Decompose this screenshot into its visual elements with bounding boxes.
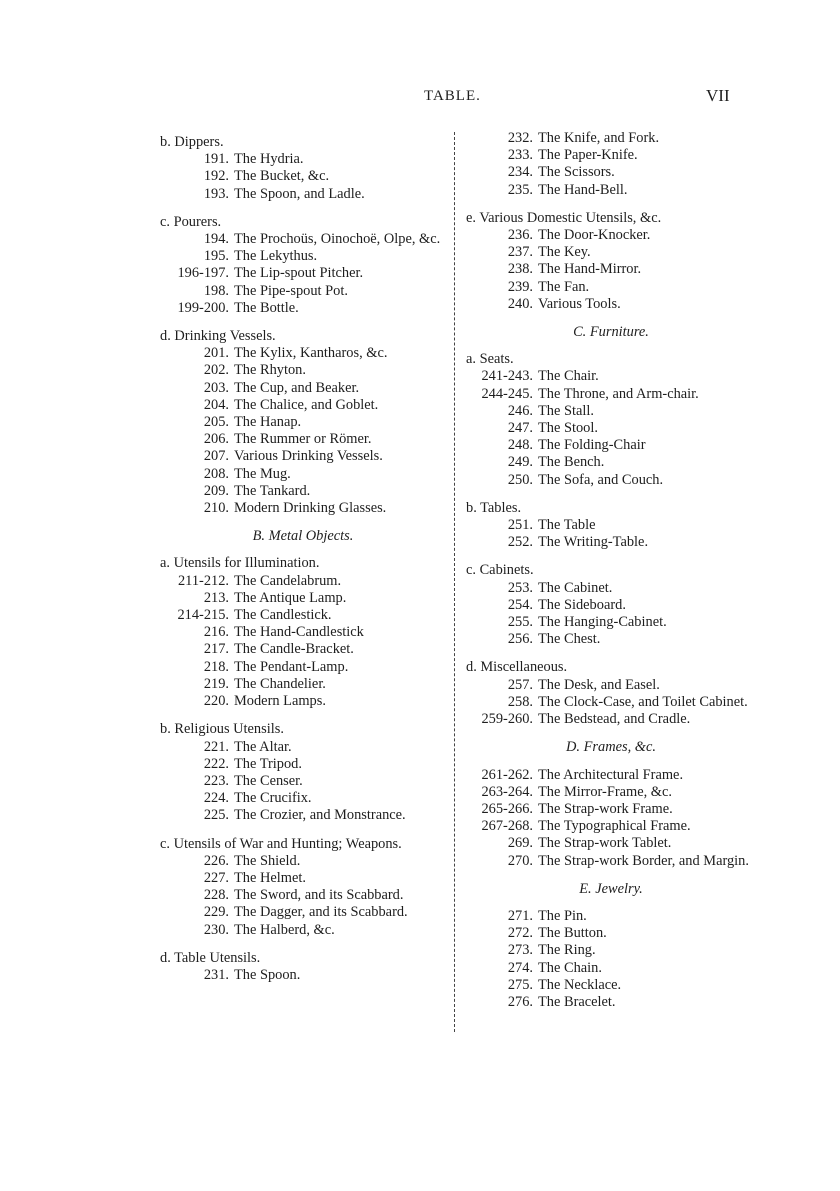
entry-number: 240.	[507, 295, 533, 312]
entry-text: The Dagger, and its Scabbard.	[234, 904, 408, 921]
section-title: e. Various Domestic Utensils, &c.	[466, 209, 662, 226]
entry-number: 261-262.	[481, 766, 533, 783]
toc-entry	[160, 300, 446, 317]
entry-number: 191.	[203, 151, 229, 168]
entry-text: The Clock-Case, and Toilet Cabinet.	[538, 693, 748, 710]
toc-entry	[160, 231, 446, 248]
entry-number: 195.	[203, 248, 229, 265]
entry-number: 228.	[203, 887, 229, 904]
entry-text: The Crozier, and Monstrance.	[234, 807, 406, 824]
toc-entry	[466, 977, 756, 994]
entry-number: 231.	[203, 966, 229, 983]
entry-number: 272.	[507, 925, 533, 942]
entry-number: 196-197.	[177, 265, 229, 282]
toc-entry	[160, 739, 446, 756]
entry-number: 198.	[203, 282, 229, 299]
entry-text: The Table	[538, 517, 596, 534]
entry-text: The Pin.	[538, 907, 587, 924]
section-title: a. Seats.	[466, 351, 514, 368]
entry-number: 249.	[507, 454, 533, 471]
entry-number: 213.	[203, 589, 229, 606]
toc-section	[466, 908, 756, 1011]
entry-text: The Lip-spout Pitcher.	[234, 265, 364, 282]
entry-text: The Architectural Frame.	[538, 766, 684, 783]
toc-entry	[466, 517, 756, 534]
entry-text: The Sofa, and Couch.	[538, 471, 664, 488]
toc-section	[160, 950, 446, 984]
entry-text: The Lekythus.	[234, 248, 318, 265]
toc-entry	[466, 597, 756, 614]
section-title: c. Utensils of War and Hunting; Weapons.	[160, 835, 402, 852]
entry-number: 276.	[507, 993, 533, 1010]
toc-entry	[466, 942, 756, 959]
toc-section	[466, 767, 756, 870]
section-title: c. Pourers.	[160, 213, 222, 230]
toc-entry	[466, 677, 756, 694]
entry-text: The Hydria.	[234, 151, 304, 168]
toc-entry	[466, 437, 756, 454]
toc-entry	[160, 887, 446, 904]
entry-number: 204.	[203, 396, 229, 413]
toc-entry	[466, 472, 756, 489]
toc-entry	[466, 767, 756, 784]
toc-entry	[160, 624, 446, 641]
toc-entry	[160, 641, 446, 658]
entry-number: 267-268.	[481, 818, 533, 835]
section-title: d. Miscellaneous.	[466, 659, 568, 676]
entry-number: 263-264.	[481, 783, 533, 800]
toc-entry	[466, 711, 756, 728]
entry-number: 258.	[507, 693, 533, 710]
entry-text: The Pendant-Lamp.	[234, 658, 349, 675]
entry-text: The Tripod.	[234, 755, 302, 772]
toc-entry	[160, 186, 446, 203]
section-title: b. Religious Utensils.	[160, 721, 284, 738]
toc-entry	[160, 853, 446, 870]
entry-text: Modern Lamps.	[234, 693, 326, 710]
entry-text: The Paper-Knife.	[538, 147, 638, 164]
entry-number: 239.	[507, 278, 533, 295]
entry-number: 225.	[203, 807, 229, 824]
entry-text: The Cup, and Beaker.	[234, 379, 360, 396]
entry-text: The Knife, and Fork.	[538, 130, 660, 146]
entry-text: The Folding-Chair	[538, 437, 646, 454]
entry-text: The Stool.	[538, 420, 598, 437]
entry-number: 237.	[507, 244, 533, 261]
entry-number: 269.	[507, 835, 533, 852]
toc-section	[160, 134, 446, 203]
entry-number: 254.	[507, 596, 533, 613]
entry-number: 210.	[203, 500, 229, 517]
toc-entry	[160, 265, 446, 282]
toc-entry	[466, 182, 756, 199]
entry-text: Modern Drinking Glasses.	[234, 500, 387, 517]
entry-number: 232.	[507, 130, 533, 146]
entry-text: The Hand-Mirror.	[538, 261, 642, 278]
toc-entry	[466, 994, 756, 1011]
section-title: a. Utensils for Illumination.	[160, 555, 320, 572]
toc-section	[466, 210, 756, 313]
toc-entry	[466, 147, 756, 164]
entry-text: The Strap-work Tablet.	[538, 835, 672, 852]
toc-entry	[160, 904, 446, 921]
toc-entry	[160, 676, 446, 693]
entry-number: 222.	[203, 755, 229, 772]
entry-text: The Hanap.	[234, 414, 302, 431]
toc-entry	[466, 631, 756, 648]
entry-number: 259-260.	[481, 711, 533, 728]
entry-number: 235.	[507, 181, 533, 198]
entry-text: The Cabinet.	[538, 579, 613, 596]
section-heading: D. Frames, &c.	[566, 739, 656, 756]
entry-number: 246.	[507, 402, 533, 419]
toc-section	[160, 836, 446, 939]
section-title: d. Drinking Vessels.	[160, 328, 276, 345]
toc-entry	[160, 466, 446, 483]
entry-number: 202.	[203, 362, 229, 379]
entry-number: 253.	[507, 579, 533, 596]
entry-text: The Sword, and its Scabbard.	[234, 887, 404, 904]
toc-entry	[160, 590, 446, 607]
entry-text: The Bench.	[538, 454, 605, 471]
toc-entry	[466, 534, 756, 551]
entry-text: The Chandelier.	[234, 675, 326, 692]
entry-number: 224.	[203, 790, 229, 807]
entry-text: The Altar.	[234, 738, 292, 755]
entry-text: The Helmet.	[234, 869, 306, 886]
toc-entry	[466, 454, 756, 471]
entry-text: The Key.	[538, 244, 591, 261]
toc-entry	[160, 693, 446, 710]
entry-number: 209.	[203, 482, 229, 499]
entry-number: 219.	[203, 675, 229, 692]
entry-number: 208.	[203, 465, 229, 482]
entry-text: The Chair.	[538, 368, 599, 385]
entry-number: 207.	[203, 448, 229, 465]
entry-number: 193.	[203, 185, 229, 202]
entry-text: The Kylix, Kantharos, &c.	[234, 345, 388, 362]
entry-text: The Antique Lamp.	[234, 589, 347, 606]
toc-section	[466, 130, 756, 199]
toc-entry	[160, 345, 446, 362]
entry-text: The Shield.	[234, 852, 301, 869]
toc-entry	[160, 773, 446, 790]
entry-number: 274.	[507, 959, 533, 976]
entry-number: 203.	[203, 379, 229, 396]
entry-text: The Rummer or Römer.	[234, 431, 372, 448]
entry-number: 226.	[203, 852, 229, 869]
entry-number: 236.	[507, 227, 533, 244]
toc-entry	[160, 283, 446, 300]
toc-entry	[160, 607, 446, 624]
toc-entry	[160, 500, 446, 517]
entry-number: 218.	[203, 658, 229, 675]
entry-text: The Hand-Candlestick	[234, 624, 364, 641]
entry-number: 255.	[507, 614, 533, 631]
entry-text: The Stall.	[538, 402, 594, 419]
section-heading: B. Metal Objects.	[252, 528, 354, 545]
entry-text: The Strap-work Frame.	[538, 800, 673, 817]
entry-text: The Door-Knocker.	[538, 227, 651, 244]
entry-number: 244-245.	[481, 385, 533, 402]
entry-text: The Bucket, &c.	[234, 168, 330, 185]
entry-text: The Spoon.	[234, 966, 301, 983]
toc-entry	[160, 168, 446, 185]
entry-text: The Pipe-spout Pot.	[234, 282, 348, 299]
toc-entry	[466, 368, 756, 385]
entry-text: The Strap-work Border, and Margin.	[538, 852, 749, 869]
entry-text: The Throne, and Arm-chair.	[538, 385, 699, 402]
entry-text: The Necklace.	[538, 976, 622, 993]
entry-number: 229.	[203, 904, 229, 921]
section-title: b. Tables.	[466, 499, 522, 516]
entry-text: The Candlestick.	[234, 607, 332, 624]
toc-entry	[466, 130, 756, 147]
entry-text: The Chain.	[538, 959, 602, 976]
toc-entry	[466, 801, 756, 818]
entry-text: The Candle-Bracket.	[234, 641, 354, 658]
toc-section	[466, 659, 756, 728]
toc-entry	[466, 580, 756, 597]
entry-text: Various Drinking Vessels.	[234, 448, 383, 465]
toc-section	[466, 562, 756, 648]
entry-number: 248.	[507, 437, 533, 454]
entry-text: The Ring.	[538, 942, 596, 959]
entry-text: The Writing-Table.	[538, 534, 649, 551]
entry-number: 273.	[507, 942, 533, 959]
entry-text: The Rhyton.	[234, 362, 306, 379]
section-heading: C. Furniture.	[573, 324, 649, 341]
toc-entry	[160, 870, 446, 887]
entry-number: 216.	[203, 624, 229, 641]
toc-entry	[466, 279, 756, 296]
entry-text: The Hanging-Cabinet.	[538, 614, 667, 631]
right-column	[466, 130, 756, 1011]
toc-entry	[160, 362, 446, 379]
toc-entry	[466, 261, 756, 278]
toc-entry	[466, 925, 756, 942]
entry-text: The Candelabrum.	[234, 572, 342, 589]
entry-number: 214-215.	[177, 607, 229, 624]
toc-section	[160, 214, 446, 317]
entry-number: 206.	[203, 431, 229, 448]
toc-entry	[466, 420, 756, 437]
toc-entry	[160, 380, 446, 397]
entry-text: The Mirror-Frame, &c.	[538, 783, 672, 800]
toc-entry	[160, 448, 446, 465]
toc-entry	[160, 967, 446, 984]
toc-entry	[466, 694, 756, 711]
toc-entry	[466, 835, 756, 852]
entry-number: 234.	[507, 164, 533, 181]
toc-entry	[466, 818, 756, 835]
entry-text: The Sideboard.	[538, 596, 626, 613]
toc-entry	[466, 908, 756, 925]
entry-text: The Chalice, and Goblet.	[234, 396, 379, 413]
toc-entry	[466, 164, 756, 181]
toc-entry	[160, 756, 446, 773]
section-heading: E. Jewelry.	[579, 880, 643, 897]
entry-text: The Mug.	[234, 465, 291, 482]
toc-entry	[160, 922, 446, 939]
entry-text: The Censer.	[234, 772, 303, 789]
toc-entry	[160, 807, 446, 824]
toc-entry	[160, 248, 446, 265]
entry-text: The Scissors.	[538, 164, 615, 181]
entry-number: 271.	[507, 907, 533, 924]
entry-number: 192.	[203, 168, 229, 185]
toc-entry	[466, 853, 756, 870]
entry-number: 252.	[507, 534, 533, 551]
toc-entry	[466, 227, 756, 244]
entry-text: The Crucifix.	[234, 790, 312, 807]
toc-section	[160, 721, 446, 824]
toc-entry	[466, 386, 756, 403]
entry-number: 194.	[203, 231, 229, 248]
entry-text: Various Tools.	[538, 295, 621, 312]
entry-number: 247.	[507, 420, 533, 437]
toc-entry	[160, 659, 446, 676]
entry-number: 256.	[507, 631, 533, 648]
section-title: b. Dippers.	[160, 134, 224, 150]
entry-text: The Prochoüs, Oinochoë, Olpe, &c.	[234, 231, 441, 248]
toc-entry	[160, 790, 446, 807]
toc-entry	[466, 784, 756, 801]
section-title: d. Table Utensils.	[160, 949, 261, 966]
entry-text: The Button.	[538, 925, 607, 942]
toc-entry	[466, 296, 756, 313]
section-title: c. Cabinets.	[466, 562, 534, 579]
entry-number: 205.	[203, 414, 229, 431]
entry-number: 211-212.	[177, 572, 229, 589]
entry-text: The Desk, and Easel.	[538, 676, 660, 693]
entry-number: 230.	[203, 921, 229, 938]
toc-entry	[466, 614, 756, 631]
page-title: TABLE.	[424, 88, 481, 104]
entry-number: 251.	[507, 517, 533, 534]
entry-number: 220.	[203, 693, 229, 710]
toc-section	[466, 351, 756, 489]
toc-entry	[160, 483, 446, 500]
toc-entry	[466, 403, 756, 420]
entry-text: The Bracelet.	[538, 993, 616, 1010]
entry-number: 241-243.	[481, 368, 533, 385]
toc-entry	[466, 244, 756, 261]
entry-number: 270.	[507, 852, 533, 869]
entry-number: 275.	[507, 976, 533, 993]
entry-text: The Spoon, and Ladle.	[234, 185, 365, 202]
entry-number: 223.	[203, 772, 229, 789]
toc-section	[160, 328, 446, 517]
entry-text: The Bottle.	[234, 299, 299, 316]
entry-number: 201.	[203, 345, 229, 362]
toc-section	[160, 555, 446, 710]
entry-number: 233.	[507, 147, 533, 164]
toc-entry	[160, 397, 446, 414]
entry-number: 250.	[507, 471, 533, 488]
entry-text: The Hand-Bell.	[538, 181, 628, 198]
entry-number: 265-266.	[481, 800, 533, 817]
column-divider	[454, 132, 455, 1032]
toc-entry	[466, 960, 756, 977]
toc-entry	[160, 414, 446, 431]
entry-number: 238.	[507, 261, 533, 278]
entry-text: The Bedstead, and Cradle.	[538, 711, 691, 728]
entry-text: The Halberd, &c.	[234, 921, 335, 938]
toc-entry	[160, 431, 446, 448]
entry-number: 257.	[507, 676, 533, 693]
toc-entry	[160, 151, 446, 168]
entry-text: The Typographical Frame.	[538, 818, 691, 835]
entry-text: The Fan.	[538, 278, 590, 295]
toc-section	[466, 500, 756, 552]
entry-number: 217.	[203, 641, 229, 658]
entry-number: 221.	[203, 738, 229, 755]
entry-number: 199-200.	[177, 299, 229, 316]
entry-number: 227.	[203, 869, 229, 886]
toc-entry	[160, 573, 446, 590]
left-column	[160, 134, 446, 984]
page-number: VII	[706, 86, 730, 105]
entry-text: The Tankard.	[234, 482, 311, 499]
entry-text: The Chest.	[538, 631, 601, 648]
